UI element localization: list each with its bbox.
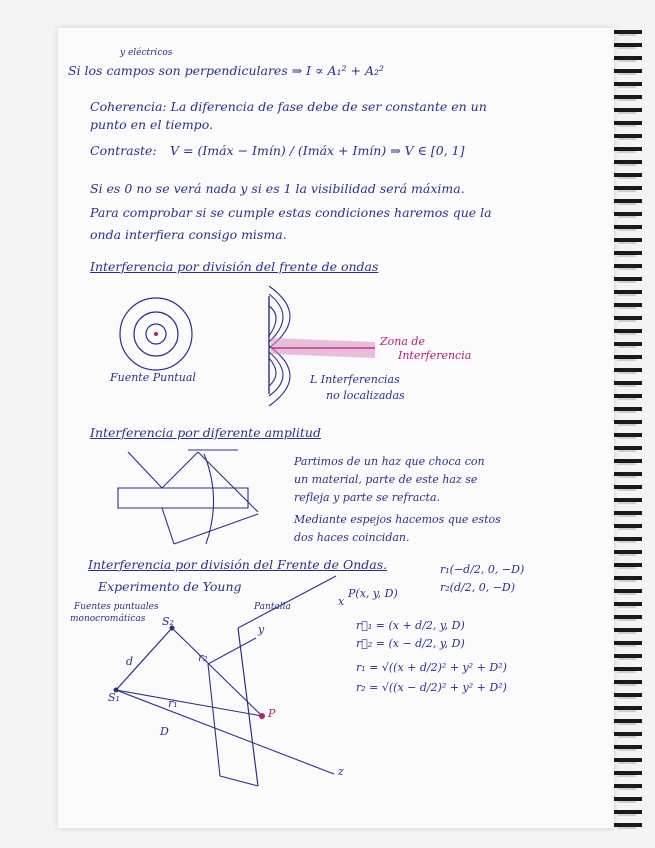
section2-text-1: Partimos de un haz que choca con (294, 455, 485, 468)
vector-r2: r⃗₂ = (x − d/2, y, D) (356, 637, 465, 650)
vector-r1: r⃗₁ = (x + d/2, y, D) (356, 619, 465, 632)
spiral-binding (612, 30, 642, 830)
lower-wave-1 (269, 358, 276, 386)
x-axis-label: x (338, 595, 345, 608)
point-coords: P(x, y, D) (348, 587, 398, 600)
observation-point-dot (259, 713, 265, 719)
section2-text-3: refleja y parte se refracta. (294, 491, 441, 504)
zone-label-1: Zona de (380, 335, 425, 348)
section2-text-2: un material, parte de este haz se (294, 473, 478, 486)
point-source-dot (154, 332, 158, 336)
y-axis-line (208, 638, 256, 664)
perpendicular-fields-line: Si los campos son perpendiculares ⇒ I ∝ A₁² + A₂² (68, 63, 385, 78)
d-label: d (126, 655, 134, 668)
y-axis-label: y (258, 623, 265, 636)
refracted-beam (162, 508, 174, 544)
nonlocal-label-1: L Interferencias (310, 373, 400, 386)
x-axis-line (238, 576, 336, 628)
upper-wave-1 (269, 306, 276, 336)
s1-label: S₁ (108, 691, 120, 704)
young-experiment-diagram (108, 598, 338, 798)
r1-point: r₁(−d/2, 0, −D) (440, 563, 525, 576)
screen-edge-left (208, 664, 220, 776)
nonlocal-label-2: no localizadas (326, 389, 405, 402)
screen-label: Pantalla (254, 602, 291, 612)
material-slab (118, 488, 248, 508)
contrast-label: Contraste: (90, 143, 157, 158)
reflected-beam (162, 452, 198, 488)
P-label: P (268, 707, 276, 720)
coherence-line-1: Coherencia: La diferencia de fase debe de ser constante en un (90, 99, 487, 114)
section2-text-5: dos haces coincidan. (294, 531, 410, 544)
amplitude-division-diagram (118, 448, 268, 548)
young-subtitle: Experimento de Young (98, 579, 242, 594)
z-axis-line (116, 690, 334, 774)
coherence-line-2: punto en el tiempo. (90, 117, 213, 132)
screen-line (238, 628, 258, 786)
section3-title: Interferencia por división del Frente de Ondas. (88, 557, 388, 572)
sources-label-2: monocromáticas (70, 614, 146, 624)
check-line-2: onda interfiera consigo misma. (90, 227, 287, 242)
screen-edge-bottom (220, 776, 258, 786)
visibility-line: Si es 0 no se verá nada y si es 1 la visibilidad será máxima. (90, 181, 465, 196)
fields-annotation: y eléctricos (120, 48, 173, 58)
zone-label-2: Interferencia (398, 349, 472, 362)
contrast-formula: V = (Imáx − Imín) / (Imáx + Imín) ⇒ V ∈ [0, 1] (170, 143, 465, 158)
D-label: D (160, 725, 169, 738)
magnitude-r2: r₂ = √((x − d/2)² + y² + D²) (356, 681, 507, 694)
notebook-page (58, 28, 614, 828)
s2-label: S₂ (162, 615, 174, 628)
point-source-label: Fuente Puntual (110, 371, 196, 384)
check-line-1: Para comprobar si se cumple estas condiciones haremos que la (90, 205, 492, 220)
source-baseline (116, 628, 172, 690)
sources-label-1: Fuentes puntuales (74, 602, 159, 612)
r1-label: r₁ (168, 697, 178, 710)
point-source-diagram (108, 290, 208, 380)
section1-title: Interferencia por división del frente de ondas (90, 259, 379, 274)
mirror-path-2 (174, 514, 258, 544)
section2-text-4: Mediante espejos hacemos que estos (294, 513, 501, 526)
r2-label: r₂ (198, 651, 208, 664)
magnitude-r1: r₁ = √((x + d/2)² + y² + D²) (356, 661, 507, 674)
z-axis-label: z (338, 765, 344, 778)
incident-beam (128, 452, 162, 488)
section2-title: Interferencia por diferente amplitud (90, 425, 321, 440)
r2-point: r₂(d/2, 0, −D) (440, 581, 516, 594)
